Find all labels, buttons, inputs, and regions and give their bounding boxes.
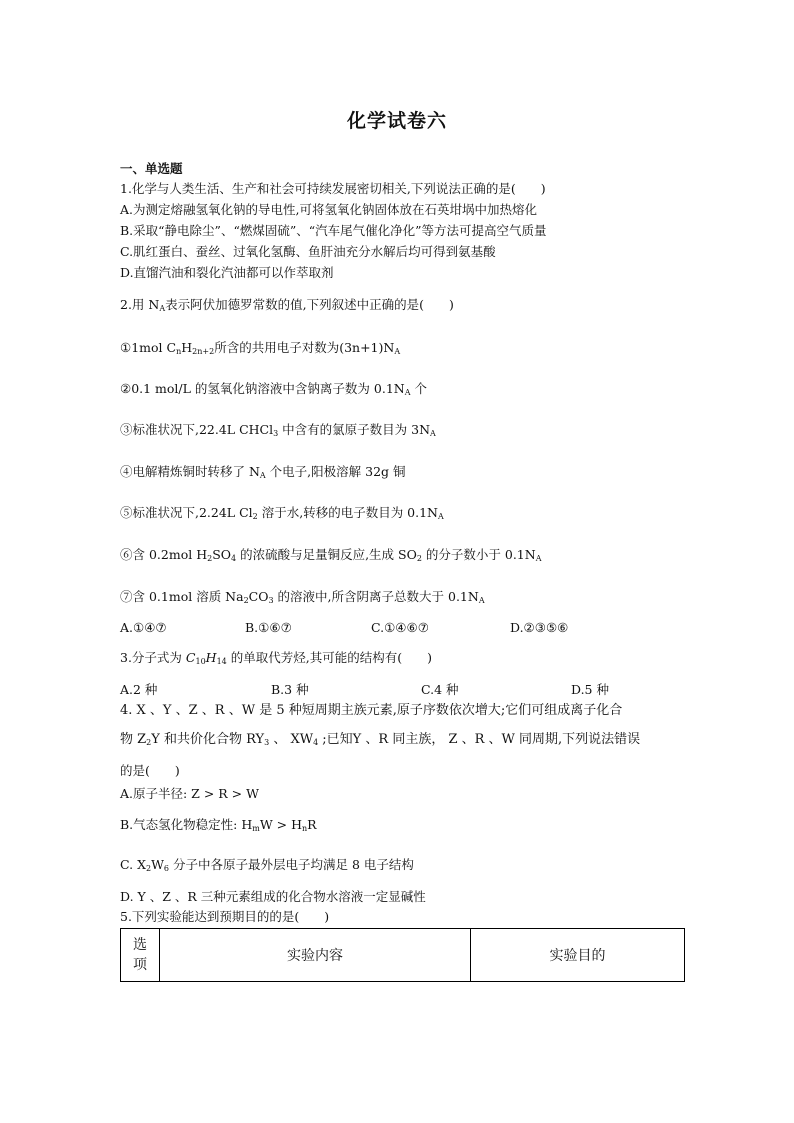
table-header-row — [121, 929, 685, 982]
q4-option-c: C. $X_2W_6$ 分子中各原子最外层电子均满足 8 电子结构 — [120, 857, 414, 873]
q1-stem: 1.化学与人类生活、生产和社会可持续发展密切相关,下列说法正确的是( ) — [120, 181, 546, 196]
q2-statement-5: ⑤标准状况下,2.24L $Cl_2$ 溶于水,转移的电子数目为 $0.1N_A$ — [120, 505, 444, 521]
q3-option-b: B.3 种 — [271, 682, 309, 697]
table-header-purpose: 实验目的 — [471, 929, 685, 982]
q2-statement-1: ①1mol $C_nH_{2n+2}$所含的共用电子对数为$(3n+1)N_A$ — [120, 340, 401, 356]
q2-option-d: D.②③⑤⑥ — [510, 620, 569, 635]
q4-stem-line-1: 4. X 、Y 、Z 、R 、W 是 5 种短周期主族元素,原子序数依次增大;它们可组成离子化合 — [120, 703, 623, 718]
q3-option-d: D.5 种 — [571, 682, 609, 697]
q5-stem: 5.下列实验能达到预期目的的是( ) — [120, 909, 330, 924]
q4-stem-line-2: 物 $Z_2Y$ 和共价化合物 $RY_3$ 、 $XW_4$ ;已知Y 、R 同主族， Z 、R 、W 同周期,下列说法错误 — [120, 732, 641, 747]
table-header-option: 选 项 — [121, 929, 160, 982]
q3-option-a: A.2 种 — [120, 682, 158, 697]
q2-statement-6: ⑥含 0.2mol $H_2SO_4$ 的浓硫酸与足量铜反应,生成 $SO_2$ 的分子数小于 $0.1N_A$ — [120, 547, 542, 563]
q4-option-d: D. Y 、Z 、R 三种元素组成的化合物水溶液一定显碱性 — [120, 889, 426, 904]
q4-stem-line-3: 的是( ) — [120, 763, 180, 778]
q1-option-a: A.为测定熔融氢氧化钠的导电性,可将氢氧化钠固体放在石英坩埚中加热熔化 — [120, 202, 537, 217]
q1-option-c: C.肌红蛋白、蚕丝、过氧化氢酶、鱼肝油充分水解后均可得到氨基酸 — [120, 244, 496, 259]
table-header-content: 实验内容 — [160, 929, 471, 982]
q3-stem: 3.分子式为 $C_{10}H_{14}$ 的单取代芳烃,其可能的结构有( ) — [120, 650, 432, 666]
q4-option-a: A.原子半径: Z > R > W — [120, 786, 259, 801]
q2-option-b: B.①⑥⑦ — [245, 620, 292, 635]
q2-statement-3: ③标准状况下,22.4L CHCl$_3$ 中含有的氯原子数目为 $3N_A$ — [120, 422, 436, 438]
q2-statement-7: ⑦含 0.1mol 溶质 $Na_2CO_3$ 的溶液中,所含阴离子总数大于 $0.1N_A$ — [120, 589, 485, 605]
q2-option-c: C.①④⑥⑦ — [371, 620, 429, 635]
q1-option-b: B.采取“静电除尘”、“燃煤固硫”、“汽车尾气催化净化”等方法可提高空气质量 — [120, 223, 547, 238]
q4-option-b: B.气态氢化物稳定性: $H_mW > H_nR$ — [120, 817, 317, 833]
q2-stem: 2.用 $N_A$表示阿伏加德罗常数的值,下列叙述中正确的是( ) — [120, 297, 454, 313]
q2-option-a: A.①④⑦ — [120, 620, 167, 635]
q2-statement-4: ④电解精炼铜时转移了 $N_A$ 个电子,阳极溶解 32g 铜 — [120, 464, 406, 480]
q3-option-c: C.4 种 — [421, 682, 459, 697]
q1-option-d: D.直馏汽油和裂化汽油都可以作萃取剂 — [120, 265, 334, 280]
section-heading: 一、单选题 — [120, 161, 183, 176]
q5-table — [120, 928, 685, 982]
q2-statement-2: ②0.1 mol/L 的氢氧化钠溶液中含钠离子数为 $0.1N_A$ 个 — [120, 381, 427, 397]
page-title: 化学试卷六 — [346, 110, 447, 132]
